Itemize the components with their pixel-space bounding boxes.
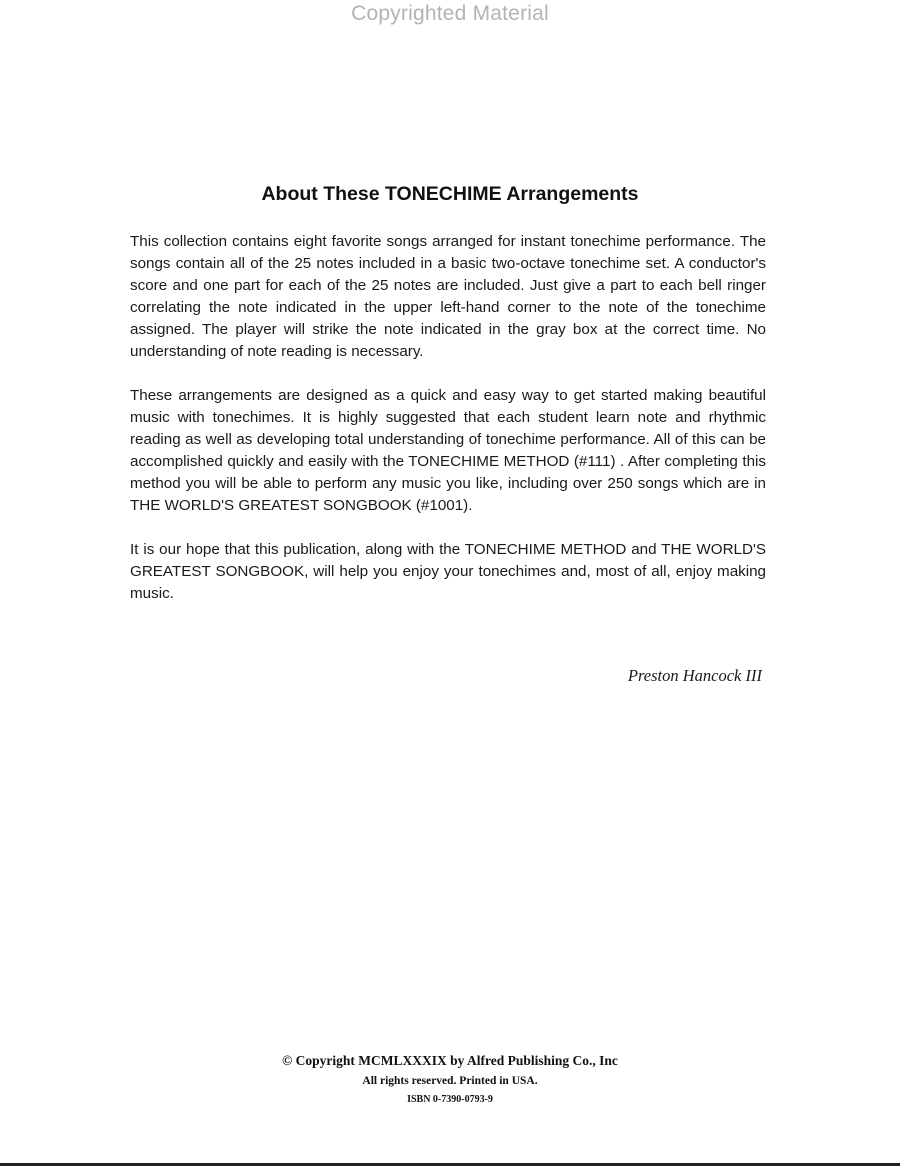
body-text: [130, 231, 766, 627]
copyright-footer: [0, 1051, 900, 1109]
isbn-line: ISBN 0-7390-0793-9: [407, 1094, 493, 1105]
copyright-watermark: Copyrighted Material: [351, 2, 549, 25]
page-title: About These TONECHIME Arrangements: [261, 183, 639, 205]
author-signature: Preston Hancock III: [627, 666, 762, 685]
rights-line: All rights reserved. Printed in USA.: [362, 1075, 538, 1087]
copyright-line: © Copyright MCMLXXXIX by Alfred Publishing Co., Inc: [282, 1053, 618, 1068]
paragraph-method: These arrangements are designed as a quick and easy way to get started making beautiful music with tonechimes. It is highly suggested that each student learn note and rhythmic reading as well as developing total understanding of tonechime performance. All of this can be accomplished quickly and easily with the TONECHIME METHOD (#111) . After completing this method you will be able to perform any music you like, including over 250 songs which are in THE WORLD'S GREATEST SONGBOOK (#1001).: [130, 387, 766, 514]
paragraph-closing: It is our hope that this publication, along with the TONECHIME METHOD and THE WORLD'S GREATEST SONGBOOK, will help you enjoy your tonechimes and, most of all, enjoy making music.: [130, 541, 766, 602]
paragraph-intro: This collection contains eight favorite songs arranged for instant tonechime performance. The songs contain all of the 25 notes included in a basic two-octave tonechime set. A conductor's score and one part for each of the 25 notes are included. Just give a part to each bell ringer correlating the note indicated in the upper left-hand corner to the note of the tonechime assigned. The player will strike the note indicated in the gray box at the correct time. No understanding of note reading is necessary.: [130, 233, 766, 360]
